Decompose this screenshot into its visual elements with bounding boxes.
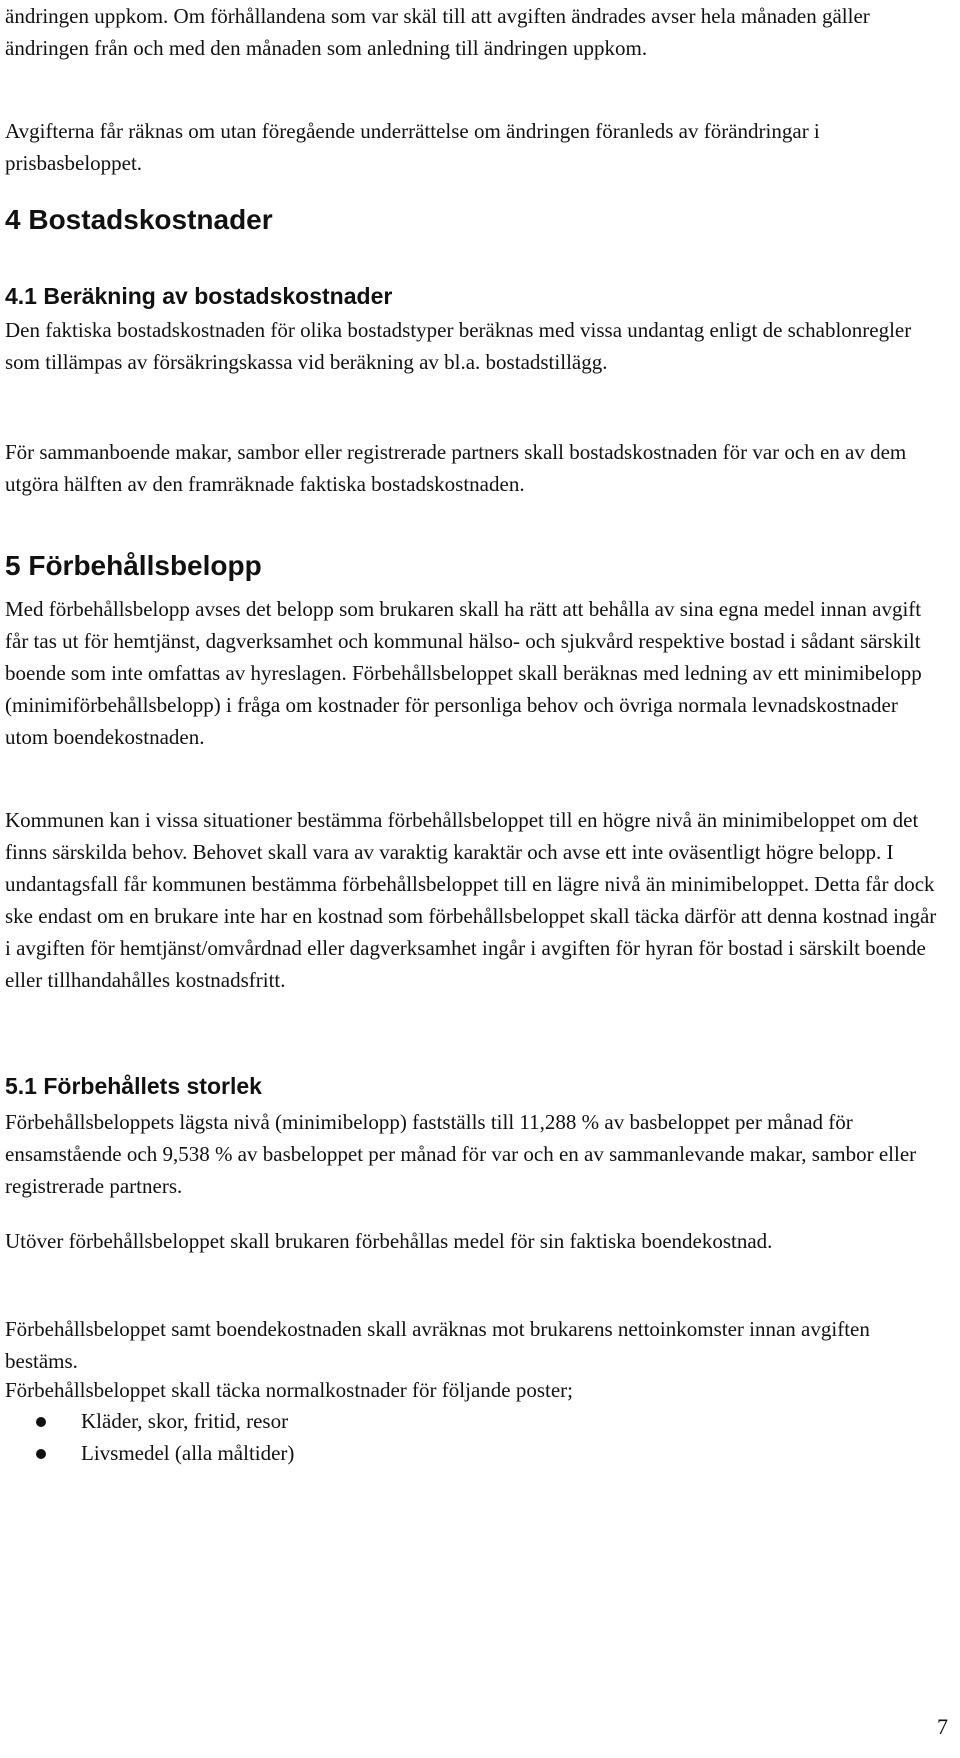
list-item-text: Kläder, skor, fritid, resor (81, 1409, 289, 1433)
section-4-1-paragraph-1: Den faktiska bostadskostnaden för olika bostadstyper beräknas med vissa undantag enligt de schablonregler som tillämpas av försäkringskassa vid beräkning av bl.a. bostadstillägg. (5, 318, 912, 374)
section-5-1-heading: 5.1 Förbehållets storlek (5, 1073, 262, 1099)
posts-list (5, 1405, 940, 1469)
section-4-1-heading: 4.1 Beräkning av bostadskostnader (5, 283, 393, 309)
list-item-text: Livsmedel (alla måltider) (81, 1441, 295, 1465)
intro-paragraph-1: ändringen uppkom. Om förhållandena som var skäl till att avgiften ändrades avser hela månaden gäller ändringen från och med den månaden som anledning till ändringen uppkom. (5, 4, 870, 60)
intro-paragraph-2: Avgifterna får räknas om utan föregående underrättelse om ändringen föranleds av förändringar i prisbasbeloppet. (5, 119, 820, 175)
section-4-1-paragraph-2: För sammanboende makar, sambor eller registrerade partners skall bostadskostnaden för var och en av dem utgöra hälften av den framräknade faktiska bostadskostnaden. (5, 440, 907, 496)
list-item (5, 1405, 940, 1437)
page-number: 7 (937, 1714, 948, 1739)
section-5-1-paragraph-3: Förbehållsbeloppet samt boendekostnaden skall avräknas mot brukarens nettoinkomster innan avgiften bestäms. (5, 1317, 870, 1373)
bullet-icon (36, 1417, 46, 1427)
section-5-1-paragraph-2: Utöver förbehållsbeloppet skall brukaren förbehållas medel för sin faktiska boendekostnad. (5, 1229, 773, 1253)
section-5-paragraph-1: Med förbehållsbelopp avses det belopp som brukaren skall ha rätt att behålla av sina egna medel innan avgift får tas ut för hemtjänst, dagverksamhet och kommunal hälso- och sjukvård respektive bostad i sådant särskilt boende som inte omfattas av hyreslagen. Förbehållsbeloppet skall beräknas med ledning av ett minimibelopp (minimiförbehållsbelopp) i fråga om kostnader för personliga behov och övriga normala levnadskostnader utom boendekostnaden. (5, 597, 922, 749)
section-4-heading: 4 Bostadskostnader (5, 204, 273, 235)
section-5-1-paragraph-1: Förbehållsbeloppets lägsta nivå (minimibelopp) fastställs till 11,288 % av basbeloppet per månad för ensamstående och 9,538 % av basbeloppet per månad för var och en av sammanlevande makar, sambor eller registrerade partners. (5, 1110, 917, 1198)
section-5-paragraph-2: Kommunen kan i vissa situationer bestämma förbehållsbeloppet till en högre nivå än minimibeloppet om det finns särskilda behov. Behovet skall vara av varaktig karaktär och avse ett inte oväsentligt högre belopp. I undantagsfall får kommunen bestämma förbehållsbeloppet till en lägre nivå än minimibeloppet. Detta får dock ske endast om en brukare inte har en kostnad som förbehållsbeloppet skall täcka därför att denna kostnad ingår i avgiften för hemtjänst/omvårdnad eller dagverksamhet ingår i avgiften för hyran för bostad i särskilt boende eller tillhandahålles kostnadsfritt. (5, 808, 937, 992)
section-5-1-paragraph-4: Förbehållsbeloppet skall täcka normalkostnader för följande poster; (5, 1378, 573, 1402)
section-5-heading: 5 Förbehållsbelopp (5, 550, 262, 581)
bullet-icon (36, 1449, 46, 1459)
list-item (5, 1437, 940, 1469)
